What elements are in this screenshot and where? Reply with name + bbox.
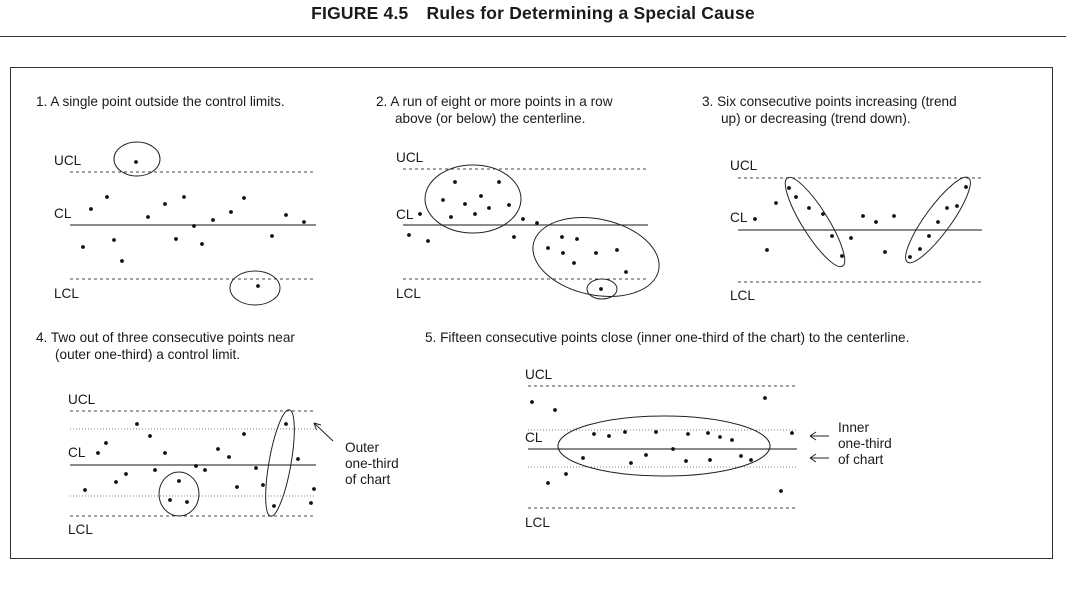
panel3-caption-line2: up) or decreasing (trend down). [721, 111, 911, 126]
panel4-caption-line2: (outer one-third) a control limit. [55, 347, 241, 362]
panel1-point [163, 202, 167, 206]
panel2-point [479, 194, 483, 198]
figure-title-text: Rules for Determining a Special Cause [426, 3, 755, 23]
panel2-point [624, 270, 628, 274]
panel4-point [168, 498, 172, 502]
panel1-point [242, 196, 246, 200]
panel1-point [146, 215, 150, 219]
panel1-point [89, 207, 93, 211]
panel3-point [840, 254, 844, 258]
panel2-highlight-ring [525, 207, 666, 308]
panel3-point [849, 236, 853, 240]
panel3-point [936, 220, 940, 224]
panel2-point [507, 203, 511, 207]
panel4-arrow [314, 423, 333, 441]
panel2-point [575, 237, 579, 241]
panel5-point [546, 481, 550, 485]
panel4-ucl-label: UCL [68, 392, 96, 407]
panel4-point [254, 466, 258, 470]
panel3-point [955, 204, 959, 208]
panel2-cl-label: CL [396, 207, 414, 222]
panel1-point [200, 242, 204, 246]
panel1-point [229, 210, 233, 214]
panel2-caption-line1: 2. A run of eight or more points in a row [376, 94, 613, 109]
panel5-points [530, 396, 794, 493]
panel4-annotation-line3: of chart [345, 472, 391, 487]
panel5-point [623, 430, 627, 434]
panel2-ucl-label: UCL [396, 150, 424, 165]
panel2-point [453, 180, 457, 184]
panel2-point [594, 251, 598, 255]
panel3-point [753, 217, 757, 221]
panel5-annotation-line3: of chart [838, 452, 884, 467]
panel4-point [272, 504, 276, 508]
panel2-lcl-label: LCL [396, 286, 421, 301]
panel4-highlight-ring [159, 472, 199, 516]
panel4-point [216, 447, 220, 451]
panel5-point [730, 438, 734, 442]
panel1-point [112, 238, 116, 242]
panel3-points [753, 185, 968, 259]
panel5-caption-line1: 5. Fifteen consecutive points close (inner one-third of the chart) to the centerline. [425, 330, 910, 345]
panel2-point [418, 212, 422, 216]
panel3-point [774, 201, 778, 205]
panel1-cl-label: CL [54, 206, 72, 221]
panel5-point [671, 447, 675, 451]
panel5-point [592, 432, 596, 436]
panel5-point [530, 400, 534, 404]
panel4-caption-line1: 4. Two out of three consecutive points near [36, 330, 295, 345]
panel5-point [790, 431, 794, 435]
panel4-point [148, 434, 152, 438]
panel2-point [546, 246, 550, 250]
panel5-point [686, 432, 690, 436]
panel5-point [718, 435, 722, 439]
panel4-point [309, 501, 313, 505]
panel5-point [763, 396, 767, 400]
panel1-highlight-ring [230, 271, 280, 305]
panel2-highlight-ring [425, 165, 521, 233]
panel2-point [497, 180, 501, 184]
panel4-point [124, 472, 128, 476]
panel1-chart [70, 142, 316, 305]
panel5-point [749, 458, 753, 462]
panel4-point [296, 457, 300, 461]
panel4-point [203, 468, 207, 472]
panel3-point [807, 206, 811, 210]
panel1-point [81, 245, 85, 249]
panel5-annotation-line2: one-third [838, 436, 892, 451]
panel2-point [512, 235, 516, 239]
panel4-point [261, 483, 265, 487]
panel4-point [104, 441, 108, 445]
panel2-point [572, 261, 576, 265]
panel2-point [561, 251, 565, 255]
panel1-ucl-label: UCL [54, 153, 82, 168]
panel1-point [256, 284, 260, 288]
panel2-chart [403, 165, 667, 307]
panel1-point [134, 160, 138, 164]
panel3-point [765, 248, 769, 252]
panel3-point [908, 255, 912, 259]
panel4-point [114, 480, 118, 484]
panel1-point [174, 237, 178, 241]
panel3-ucl-label: UCL [730, 158, 758, 173]
panel1-point [211, 218, 215, 222]
panel5-point [644, 453, 648, 457]
panel3-point [830, 234, 834, 238]
figure-number: FIGURE 4.5 [311, 3, 409, 23]
panel5-ucl-label: UCL [525, 367, 553, 382]
panel5-point [553, 408, 557, 412]
panel2-point [449, 215, 453, 219]
panel2-point [615, 248, 619, 252]
panel5-point [581, 456, 585, 460]
panel5-annotation-line1: Inner [838, 420, 869, 435]
panel2-caption-line2: above (or below) the centerline. [395, 111, 586, 126]
panel2-points [407, 180, 628, 291]
panel4-point [96, 451, 100, 455]
panel4-chart [70, 408, 333, 518]
panel4-point [177, 479, 181, 483]
panel2-point [560, 235, 564, 239]
panel4-point [83, 488, 87, 492]
panel4-lcl-label: LCL [68, 522, 93, 537]
panel4-point [227, 455, 231, 459]
panel4-point [163, 451, 167, 455]
panel5-cl-label: CL [525, 430, 543, 445]
panel4-highlight-ring [260, 408, 300, 518]
panel5-point [708, 458, 712, 462]
panel1-point [120, 259, 124, 263]
panel3-lcl-label: LCL [730, 288, 755, 303]
panel5-point [607, 434, 611, 438]
panel3-cl-label: CL [730, 210, 748, 225]
panel3-point [787, 186, 791, 190]
panel3-highlight-ring [897, 170, 979, 269]
panel2-point [441, 198, 445, 202]
panel1-caption-line1: 1. A single point outside the control limits. [36, 94, 285, 109]
panel4-point [194, 464, 198, 468]
panel1-point [192, 224, 196, 228]
panel1-point [182, 195, 186, 199]
panel3-point [794, 195, 798, 199]
panel3-point [883, 250, 887, 254]
panel5-lcl-label: LCL [525, 515, 550, 530]
panel5-point [739, 454, 743, 458]
panel1-points [81, 160, 306, 288]
panel3-point [945, 206, 949, 210]
panel1-point [284, 213, 288, 217]
panel4-point [153, 468, 157, 472]
panel2-point [535, 221, 539, 225]
panel3-chart [738, 170, 982, 282]
panel2-point [426, 239, 430, 243]
panel3-point [861, 214, 865, 218]
panel4-point [312, 487, 316, 491]
panel1-point [270, 234, 274, 238]
panel3-point [927, 234, 931, 238]
panel3-point [918, 247, 922, 251]
panel4-annotation-line2: one-third [345, 456, 399, 471]
panel3-point [964, 185, 968, 189]
panel5-point [706, 431, 710, 435]
panel5-chart [528, 386, 829, 508]
panel2-point [487, 206, 491, 210]
panel2-point [407, 233, 411, 237]
panel3-point [874, 220, 878, 224]
panel4-point [242, 432, 246, 436]
panel5-point [779, 489, 783, 493]
panel1-point [302, 220, 306, 224]
panel3-caption-line1: 3. Six consecutive points increasing (trend [702, 94, 957, 109]
panel5-point [629, 461, 633, 465]
panel4-point [284, 422, 288, 426]
panel5-point [654, 430, 658, 434]
panel2-point [599, 287, 603, 291]
panel5-point [684, 459, 688, 463]
panel3-point [892, 214, 896, 218]
panel1-lcl-label: LCL [54, 286, 79, 301]
panel1-highlight-ring [114, 142, 160, 176]
panel2-point [463, 202, 467, 206]
panel2-point [521, 217, 525, 221]
panel4-point [235, 485, 239, 489]
panel4-point [185, 500, 189, 504]
panel1-point [105, 195, 109, 199]
panel4-annotation-line1: Outer [345, 440, 379, 455]
panel4-cl-label: CL [68, 445, 86, 460]
panel5-point [564, 472, 568, 476]
panel4-point [135, 422, 139, 426]
panel2-point [473, 212, 477, 216]
